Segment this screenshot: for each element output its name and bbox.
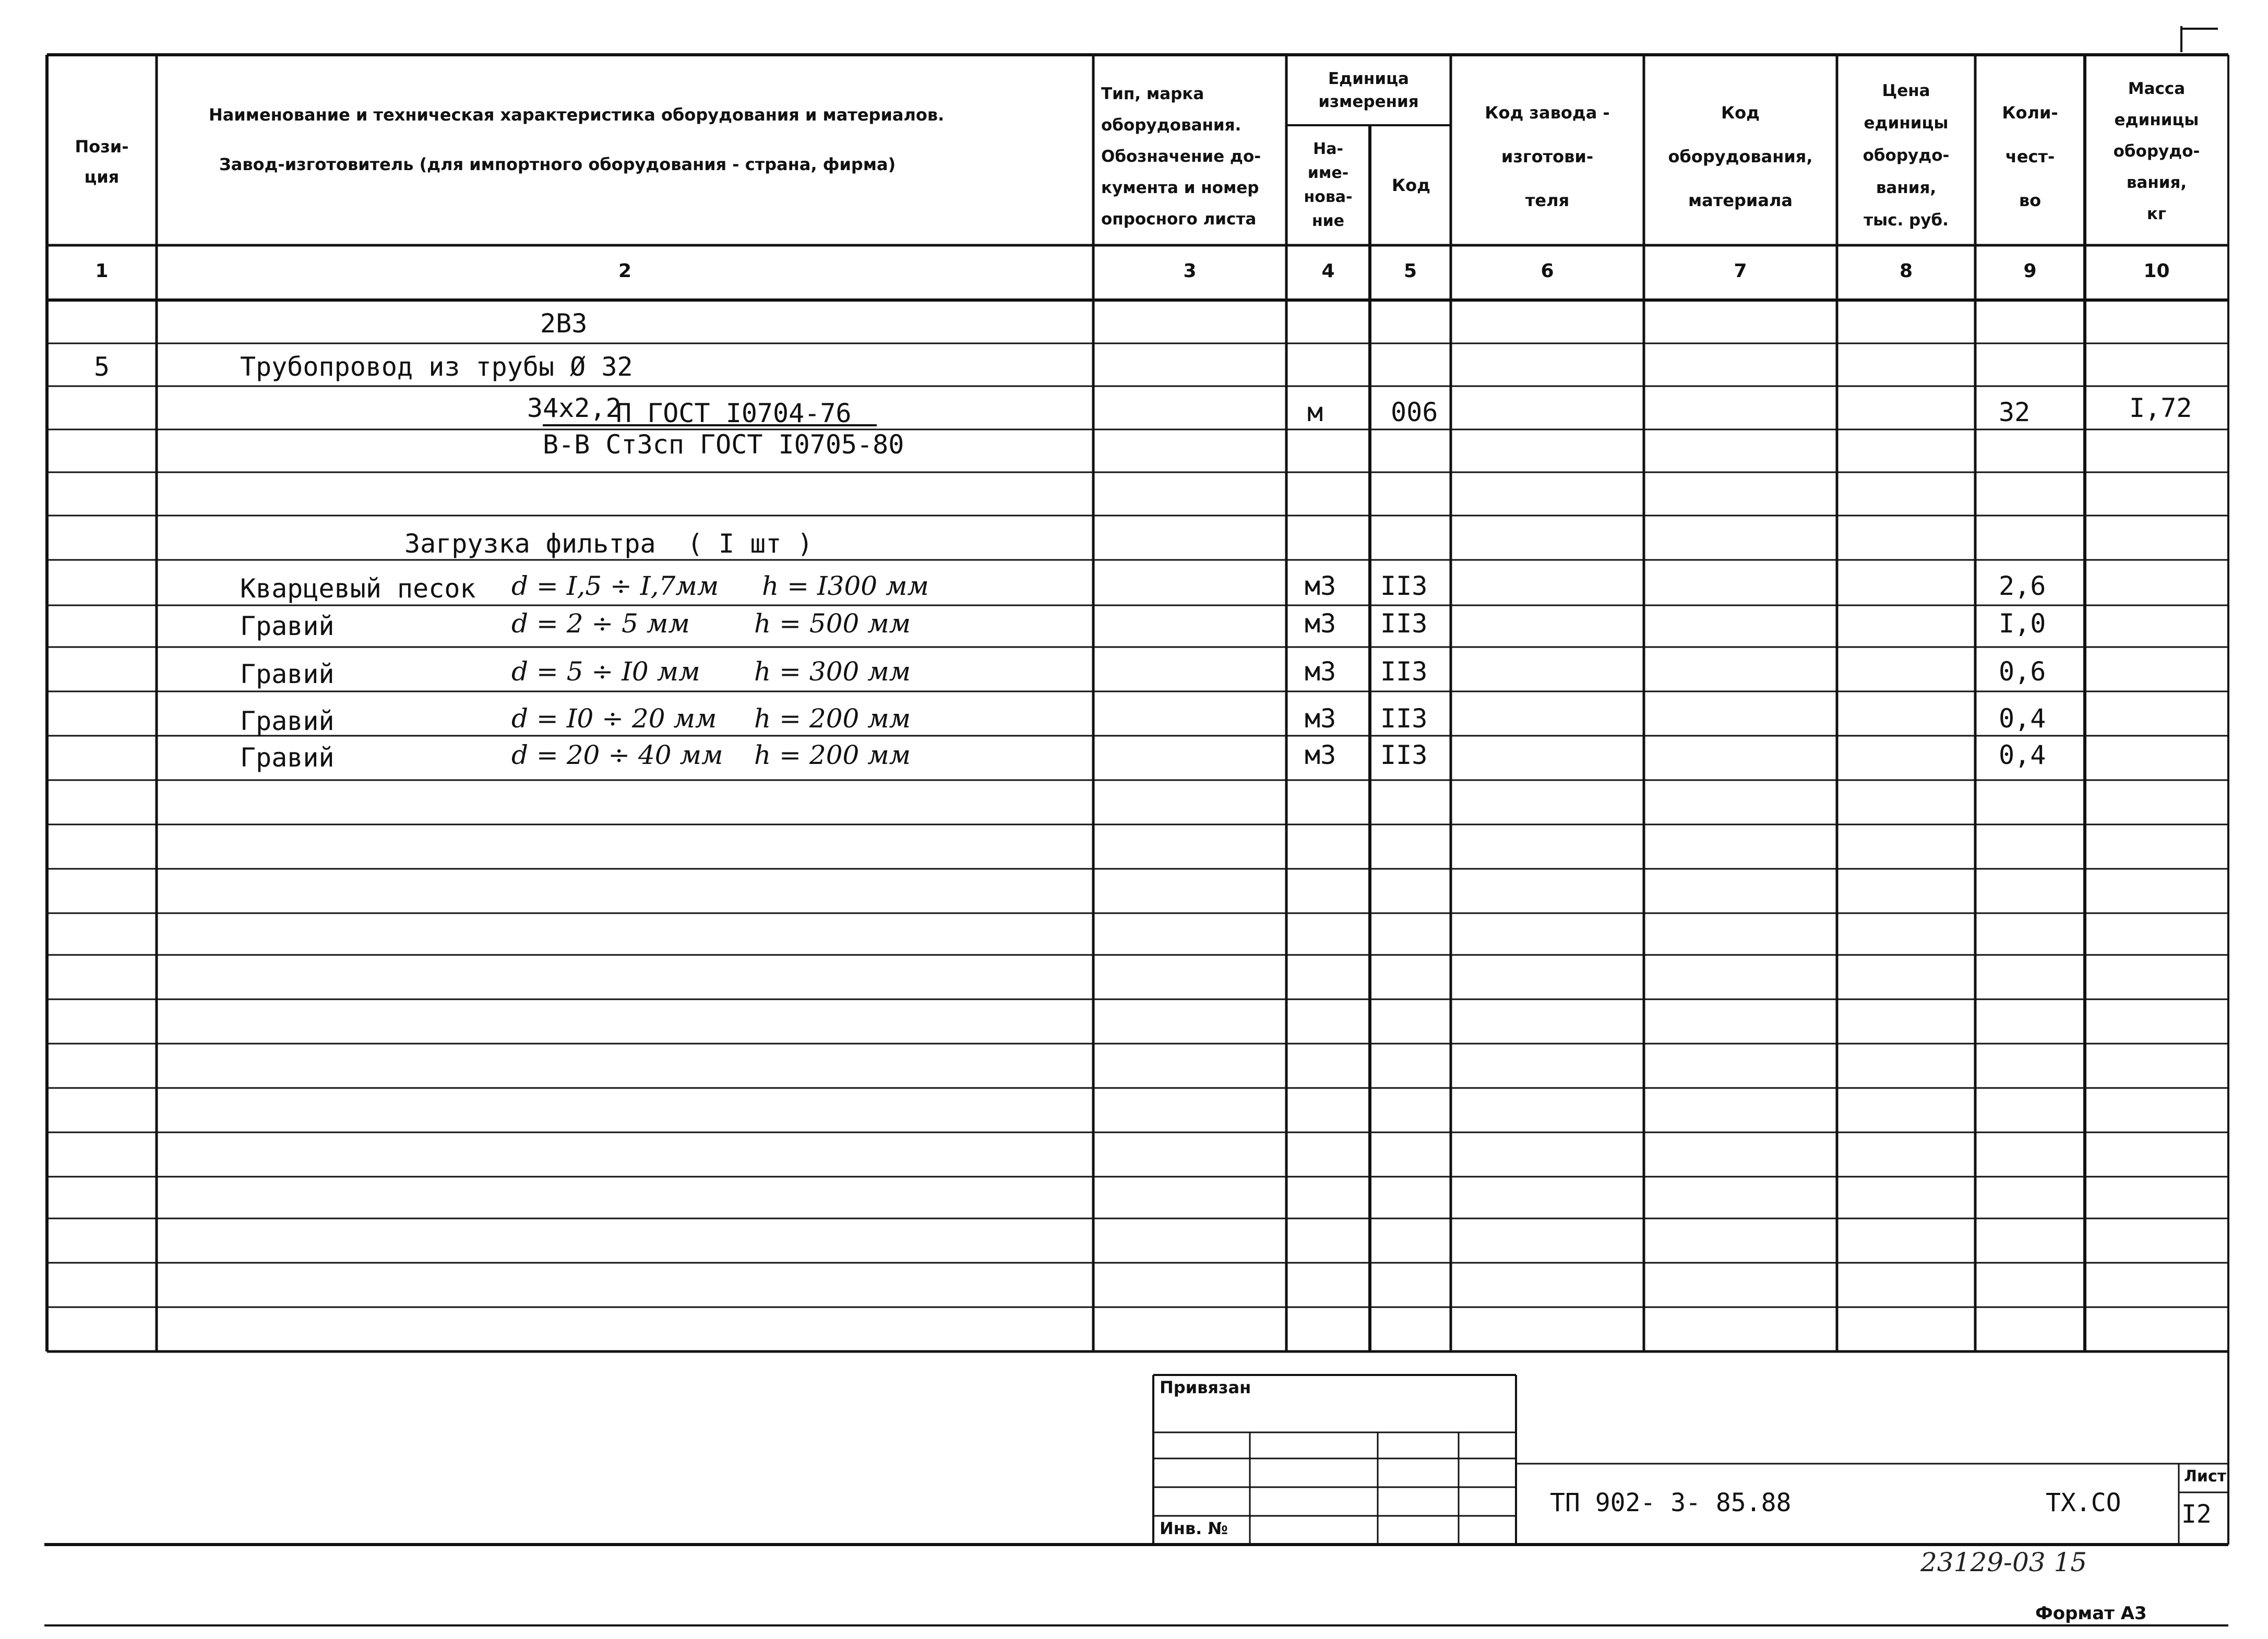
stamp-inventory-number: Инв. № xyxy=(1160,1518,1228,1538)
gravel-1-unit: м3 xyxy=(1305,608,1336,639)
header-mass: Масса единицы оборудо- вания, кг xyxy=(2113,79,2200,223)
row-5-name: Трубопровод из трубы Ø 32 xyxy=(240,352,633,382)
column-number-9: 9 xyxy=(2023,260,2037,282)
gravel-4-qty: 0,4 xyxy=(1999,740,2046,770)
stamp-privyazan: Привязан xyxy=(1160,1378,1251,1397)
gravel-3-name: Гравий xyxy=(240,706,335,736)
header-equipment-code: Код оборудования, материала xyxy=(1668,103,1813,210)
header-unit-code: Код xyxy=(1392,175,1430,195)
pipe-quantity: 32 xyxy=(1999,397,2031,427)
gravel-3-h: h = 200 мм xyxy=(754,703,911,734)
quartz-sand-h: h = I300 мм xyxy=(762,571,929,601)
row-2v3-name: 2В3 xyxy=(540,308,588,339)
gravel-1-name: Гравий xyxy=(240,611,335,641)
gravel-4-unit: м3 xyxy=(1305,740,1336,770)
header-name-line1: Наименование и техническая характеристика оборудования и материалов. xyxy=(209,105,945,125)
column-number-6: 6 xyxy=(1541,260,1554,282)
pipe-size: 34х2,2 xyxy=(527,393,622,423)
header-price: Цена единицы оборудо- вания, тыс. руб. xyxy=(1863,81,1950,230)
gravel-4-name: Гравий xyxy=(240,743,335,773)
row-5-position: 5 xyxy=(94,352,110,382)
gravel-1-code: II3 xyxy=(1380,608,1428,639)
quartz-sand-unit: м3 xyxy=(1305,571,1336,601)
pipe-unit-code: 006 xyxy=(1391,397,1438,427)
column-number-5: 5 xyxy=(1403,260,1417,282)
header-position: Пози- ция xyxy=(75,137,129,187)
gravel-2-code: II3 xyxy=(1380,656,1428,687)
gravel-1-h: h = 500 мм xyxy=(754,608,911,639)
gravel-2-d: d = 5 ÷ I0 мм xyxy=(511,656,700,687)
gravel-2-qty: 0,6 xyxy=(1999,656,2046,687)
gravel-3-code: II3 xyxy=(1380,703,1428,734)
column-number-8: 8 xyxy=(1899,260,1913,282)
gravel-1-d: d = 2 ÷ 5 мм xyxy=(511,608,690,639)
stamp-sheet-label: Лист xyxy=(2184,1467,2227,1486)
header-factory-code: Код завода - изготови- теля xyxy=(1485,103,1610,210)
header-quantity: Коли- чест- во xyxy=(2002,103,2058,210)
gravel-4-code: II3 xyxy=(1380,740,1428,770)
column-number-4: 4 xyxy=(1321,260,1335,282)
stamp-sheet-number: I2 xyxy=(2181,1500,2212,1529)
gravel-4-d: d = 20 ÷ 40 мм xyxy=(511,740,723,770)
column-number-2: 2 xyxy=(618,260,632,282)
page-format: Формат А3 xyxy=(2035,1603,2147,1624)
header-unit-name: На- име- нова- ние xyxy=(1304,140,1353,230)
quartz-sand-code: II3 xyxy=(1380,571,1428,601)
filter-loading-title: Загрузка фильтра ( I шт ) xyxy=(404,529,813,559)
pipe-gost: П ГОСТ I0704-76 xyxy=(616,398,852,428)
gravel-2-unit: м3 xyxy=(1305,656,1336,687)
header-unit-group: Единица измерения xyxy=(1318,69,1419,111)
column-number-7: 7 xyxy=(1734,260,1747,282)
gravel-2-h: h = 300 мм xyxy=(754,656,911,687)
header-type: Тип, марка оборудования. Обозначение до- кумента и номер опросного листа xyxy=(1101,85,1261,229)
stamp-mark: ТХ.СО xyxy=(2046,1488,2121,1517)
quartz-sand-name: Кварцевый песок xyxy=(240,573,476,604)
gravel-4-h: h = 200 мм xyxy=(754,740,911,770)
column-number-10: 10 xyxy=(2143,260,2170,282)
quartz-sand-d: d = I,5 ÷ I,7мм xyxy=(511,571,719,601)
gravel-2-name: Гравий xyxy=(240,659,335,689)
gravel-3-unit: м3 xyxy=(1305,703,1336,734)
gravel-1-qty: I,0 xyxy=(1999,608,2046,639)
gravel-3-d: d = I0 ÷ 20 мм xyxy=(511,703,717,734)
pipe-mass: I,72 xyxy=(2129,393,2192,423)
gravel-3-qty: 0,4 xyxy=(1999,703,2046,734)
header-name-line2: Завод-изготовитель (для импортного оборудования - страна, фирма) xyxy=(219,154,896,174)
handwritten-number: 23129-03 15 xyxy=(1920,1547,2087,1577)
pipe-unit: м xyxy=(1307,397,1323,427)
quartz-sand-qty: 2,6 xyxy=(1999,571,2046,601)
column-number-3: 3 xyxy=(1183,260,1197,282)
stamp-document-code: ТП 902- 3- 85.88 xyxy=(1550,1488,1792,1517)
pipe-steel-grade: В-В Ст3сп ГОСТ I0705-80 xyxy=(543,429,904,460)
column-number-1: 1 xyxy=(95,260,109,282)
